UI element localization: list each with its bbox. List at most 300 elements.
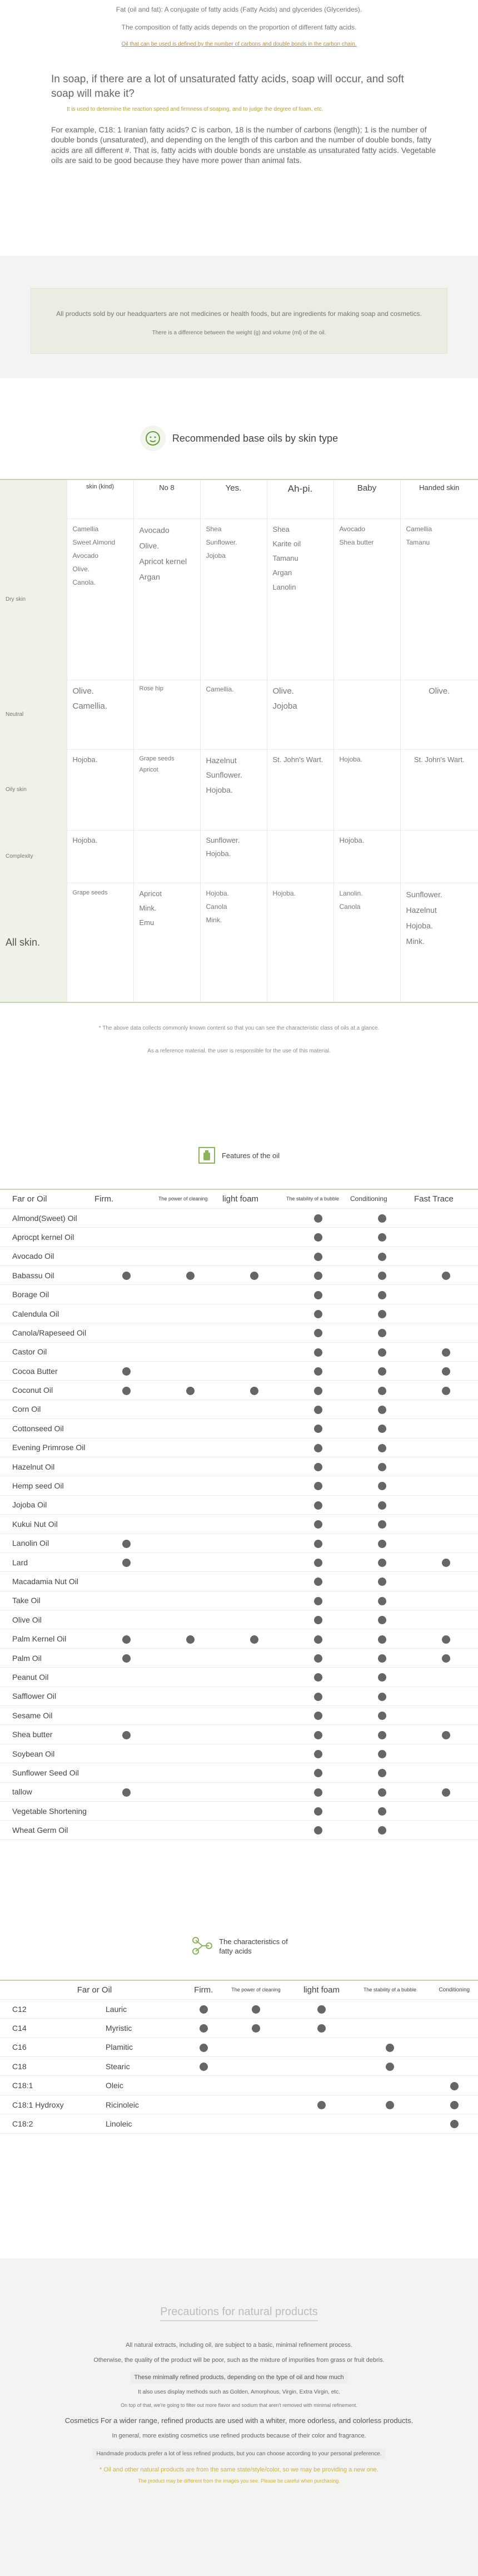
intro-section [0, 0, 478, 167]
fatty-mark-cell [431, 2076, 478, 2095]
oil-mark-cell [94, 1419, 158, 1438]
oil-mark-cell [158, 1591, 222, 1610]
intro-line-3: Oil that can be used is defined by the number of carbons and double bonds in the carbon chain. [121, 41, 357, 47]
oil-mark-cell [350, 1668, 414, 1687]
skin-cell: Camellia. [200, 680, 267, 749]
dot-icon [450, 2120, 459, 2128]
oil-mark-cell [414, 1247, 478, 1265]
dot-icon [250, 1635, 258, 1644]
oil-mark-cell [94, 1648, 158, 1667]
fatty-mark-cell [189, 2095, 218, 2114]
oil-name: Soybean Oil [0, 1744, 94, 1763]
dot-icon [122, 1654, 131, 1663]
dot-icon [378, 1348, 386, 1357]
fatty-row [0, 2095, 478, 2114]
oil-row [0, 1515, 478, 1534]
dot-icon [378, 1520, 386, 1529]
oil-row [0, 1725, 478, 1744]
oil-mark-cell [414, 1629, 478, 1648]
oil-table-header [0, 1189, 478, 1208]
oil-mark-cell [158, 1687, 222, 1705]
oil-mark-cell [414, 1610, 478, 1629]
oil-mark-cell [158, 1572, 222, 1591]
dot-icon [122, 1559, 131, 1567]
fatty-section [0, 1930, 478, 2142]
dot-icon [450, 2082, 459, 2090]
skin-row-label: Complexity [0, 830, 67, 883]
oil-name: Lanolin Oil [0, 1534, 94, 1552]
oil-mark-cell [286, 1648, 350, 1667]
oil-mark-cell [94, 1247, 158, 1265]
oil-mark-cell [94, 1304, 158, 1323]
oil-name: Lard [0, 1552, 94, 1571]
fatty-mark-cell [294, 2057, 350, 2076]
fatty-mark-cell [431, 2019, 478, 2038]
dot-icon [378, 1616, 386, 1624]
oil-mark-cell [286, 1228, 350, 1247]
intro-example: For example, C18: 1 Iranian fatty acids? C is carbon, 18 is the number of carbons (length); 1 is the number of double bonds (unsaturated), and depending on the length of this carbon and the number of double bonds, fatty acids are all different #. That is, fatty acids with double bonds are unstable as unsaturated fatty acids. Vegetable oils are said to be good because they have more power than animal fats. [51, 125, 436, 165]
fatty-name: Lauric [106, 1999, 189, 2018]
skin-cell: St. John's Wart. [267, 749, 333, 830]
oil-row [0, 1285, 478, 1304]
oil-mark-cell [222, 1342, 286, 1361]
dot-icon [317, 2024, 326, 2033]
dot-icon [314, 1693, 322, 1701]
oil-mark-cell [94, 1381, 158, 1400]
oil-mark-cell [350, 1802, 414, 1821]
closing-line: Handmade products prefer a lot of less refined products, but you can choose according to your personal preference. [93, 2449, 385, 2459]
oil-row [0, 1266, 478, 1285]
dot-icon [122, 1635, 131, 1644]
oil-mark-cell [94, 1821, 158, 1840]
oil-mark-cell [350, 1457, 414, 1476]
oil-mark-cell [222, 1572, 286, 1591]
closing-line: The product may be different from the images you see. Please be careful when purchasing. [138, 2478, 340, 2484]
oil-mark-cell [286, 1266, 350, 1285]
oil-row [0, 1591, 478, 1610]
dot-icon [314, 1654, 322, 1663]
skin-row-label: All skin. [0, 883, 67, 1002]
oil-mark-cell [350, 1362, 414, 1381]
fatty-row [0, 2076, 478, 2095]
dot-icon [314, 1214, 322, 1223]
fatty-mark-cell [189, 2076, 218, 2095]
oil-mark-cell [350, 1438, 414, 1457]
fatty-mark-cell [294, 1999, 350, 2018]
oil-mark-cell [350, 1304, 414, 1323]
fatty-name: Stearic [106, 2057, 189, 2076]
dot-icon [314, 1788, 322, 1797]
oil-mark-cell [94, 1362, 158, 1381]
dot-icon [378, 1444, 386, 1452]
intro-question-sub: It is used to determine the reaction speed and firmness of soaping, and to judge the degree of foam, etc. [67, 106, 323, 113]
oil-mark-cell [158, 1744, 222, 1763]
oil-mark-cell [158, 1706, 222, 1725]
oil-name: Peanut Oil [0, 1668, 94, 1687]
oil-mark-cell [94, 1208, 158, 1227]
oil-mark-cell [414, 1362, 478, 1381]
oil-mark-cell [350, 1725, 414, 1744]
skin-cell: Hojoba. [67, 749, 133, 830]
oil-row [0, 1629, 478, 1648]
dot-icon [378, 1463, 386, 1471]
skin-cell: Avocado Olive. Apricot kernel Argan [133, 518, 200, 680]
oil-mark-cell [286, 1552, 350, 1571]
oil-mark-cell [286, 1706, 350, 1725]
oil-mark-cell [414, 1648, 478, 1667]
fatty-mark-cell [189, 2038, 218, 2056]
oil-mark-cell [286, 1247, 350, 1265]
dot-icon [314, 1272, 322, 1280]
oil-mark-cell [222, 1763, 286, 1782]
oil-mark-cell [158, 1552, 222, 1571]
dot-icon [378, 1826, 386, 1835]
oil-mark-cell [286, 1782, 350, 1801]
skin-col-header: Yes. [200, 479, 267, 518]
oil-mark-cell [158, 1400, 222, 1418]
oil-mark-cell [158, 1725, 222, 1744]
oil-row [0, 1476, 478, 1495]
oil-mark-cell [414, 1591, 478, 1610]
oil-col-header: light foam [222, 1189, 286, 1208]
oil-mark-cell [222, 1552, 286, 1571]
oil-mark-cell [94, 1400, 158, 1418]
dot-icon [314, 1253, 322, 1261]
dot-icon [314, 1540, 322, 1548]
closing-line: On top of that, we're going to filter out more flavor and sodium that aren't removed with minimal refinement. [121, 2402, 357, 2408]
dot-icon [314, 1387, 322, 1395]
intro-line-1: Fat (oil and fat): A conjugate of fatty acids (Fatty Acids) and glycerides (Glycerides). [116, 6, 362, 13]
oil-row [0, 1304, 478, 1323]
oil-name: Shea butter [0, 1725, 94, 1744]
fatty-mark-cell [218, 2038, 293, 2056]
dot-icon [378, 1712, 386, 1720]
dot-icon [314, 1597, 322, 1605]
face-icon [140, 426, 166, 451]
skin-cell: Apricot Mink. Emu [133, 883, 200, 1002]
skin-section-title: Recommended base oils by skin type [172, 432, 338, 444]
skin-row [0, 883, 478, 1002]
oil-name: Macadamia Nut Oil [0, 1572, 94, 1591]
oil-mark-cell [350, 1821, 414, 1840]
oil-mark-cell [222, 1668, 286, 1687]
oil-mark-cell [158, 1821, 222, 1840]
oil-row [0, 1572, 478, 1591]
oil-mark-cell [222, 1515, 286, 1534]
skin-cell: Camellia Sweet Almond Avocado Olive. Canola. [67, 518, 133, 680]
oil-col-header: Fast Trace [414, 1189, 478, 1208]
oil-mark-cell [222, 1648, 286, 1667]
fatty-mark-cell [349, 2076, 430, 2095]
oil-mark-cell [158, 1457, 222, 1476]
oil-mark-cell [350, 1247, 414, 1265]
oil-mark-cell [350, 1687, 414, 1705]
oil-mark-cell [222, 1457, 286, 1476]
closing-line: Cosmetics For a wider range, refined products are used with a whiter, more odorless, and colorless products. [64, 2416, 414, 2425]
dot-icon [314, 1807, 322, 1816]
oil-row [0, 1763, 478, 1782]
oil-mark-cell [94, 1323, 158, 1342]
oil-mark-cell [222, 1687, 286, 1705]
dot-icon [442, 1635, 450, 1644]
dot-icon [314, 1712, 322, 1720]
dot-icon [378, 1482, 386, 1490]
skin-table-header [0, 479, 478, 518]
oil-mark-cell [94, 1706, 158, 1725]
oil-mark-cell [286, 1744, 350, 1763]
oil-mark-cell [286, 1495, 350, 1514]
fatty-row [0, 2019, 478, 2038]
dot-icon [378, 1578, 386, 1586]
oil-mark-cell [158, 1228, 222, 1247]
fatty-table-body [0, 1999, 478, 2133]
oil-row [0, 1802, 478, 1821]
oil-mark-cell [286, 1285, 350, 1304]
oil-mark-cell [286, 1591, 350, 1610]
dot-icon [378, 1750, 386, 1758]
oil-mark-cell [94, 1802, 158, 1821]
oil-mark-cell [94, 1782, 158, 1801]
dot-icon [442, 1387, 450, 1395]
fatty-col-header: Conditioning [431, 1980, 478, 1999]
dot-icon [378, 1673, 386, 1682]
oil-mark-cell [350, 1782, 414, 1801]
oil-mark-cell [158, 1476, 222, 1495]
dot-icon [314, 1406, 322, 1414]
dot-icon [450, 2101, 459, 2109]
oil-mark-cell [350, 1552, 414, 1571]
fatty-col-header: Firm. [189, 1980, 218, 1999]
fatty-code: C18:1 Hydroxy [0, 2095, 106, 2114]
dot-icon [378, 1214, 386, 1223]
oil-mark-cell [286, 1763, 350, 1782]
oil-mark-cell [350, 1515, 414, 1534]
fatty-mark-cell [218, 2076, 293, 2095]
oil-mark-cell [222, 1629, 286, 1648]
oil-mark-cell [350, 1228, 414, 1247]
oil-row [0, 1381, 478, 1400]
dot-icon [200, 2063, 208, 2071]
fatty-col-header: The power of cleaning [218, 1980, 293, 1999]
oil-name: Castor Oil [0, 1342, 94, 1361]
oil-mark-cell [222, 1495, 286, 1514]
fatty-row [0, 2114, 478, 2133]
dot-icon [442, 1788, 450, 1797]
oil-mark-cell [286, 1725, 350, 1744]
fatty-mark-cell [218, 2114, 293, 2133]
oil-mark-cell [158, 1247, 222, 1265]
oil-mark-cell [414, 1744, 478, 1763]
oil-mark-cell [94, 1515, 158, 1534]
oil-mark-cell [94, 1668, 158, 1687]
dot-icon [122, 1387, 131, 1395]
oil-mark-cell [222, 1725, 286, 1744]
oil-mark-cell [222, 1744, 286, 1763]
skin-col-header: skin (kind) [67, 479, 133, 518]
dot-icon [378, 1233, 386, 1242]
oil-mark-cell [158, 1438, 222, 1457]
skin-cell: Hojoba. [67, 830, 133, 883]
dot-icon [378, 1272, 386, 1280]
dot-icon [378, 1559, 386, 1567]
oil-mark-cell [414, 1668, 478, 1687]
skin-cell: Shea Sunflower. Jojoba [200, 518, 267, 680]
oil-mark-cell [350, 1572, 414, 1591]
oil-mark-cell [94, 1744, 158, 1763]
dot-icon [314, 1559, 322, 1567]
oil-mark-cell [414, 1534, 478, 1552]
fatty-code: C18 [0, 2057, 106, 2076]
molecule-icon [190, 1936, 212, 1957]
oil-mark-cell [414, 1285, 478, 1304]
oil-row [0, 1323, 478, 1342]
oil-mark-cell [414, 1476, 478, 1495]
dot-icon [250, 1272, 258, 1280]
oil-mark-cell [158, 1342, 222, 1361]
skin-cell: Olive. Jojoba [267, 680, 333, 749]
dot-icon [252, 2024, 260, 2033]
dot-icon [314, 1501, 322, 1510]
oil-name: Safflower Oil [0, 1687, 94, 1705]
oil-mark-cell [222, 1610, 286, 1629]
skin-cell: Hojoba. [333, 830, 400, 883]
skin-row [0, 680, 478, 749]
oil-row [0, 1419, 478, 1438]
oil-mark-cell [222, 1381, 286, 1400]
closing-line: All natural extracts, including oil, are subject to a basic, minimal refinement process. [126, 2342, 352, 2348]
oil-row [0, 1610, 478, 1629]
oil-mark-cell [350, 1285, 414, 1304]
oil-mark-cell [94, 1572, 158, 1591]
fatty-code: C18:2 [0, 2114, 106, 2133]
fatty-col-header: Far or Oil [0, 1980, 189, 1999]
oil-name: tallow [0, 1782, 94, 1801]
oil-mark-cell [94, 1266, 158, 1285]
dot-icon [122, 1540, 131, 1548]
oil-row [0, 1552, 478, 1571]
oil-mark-cell [158, 1381, 222, 1400]
oil-section-title: Features of the oil [221, 1151, 280, 1160]
notice-section [0, 256, 478, 378]
oil-mark-cell [414, 1687, 478, 1705]
skin-cell: Lanolin. Canola [333, 883, 400, 1002]
oil-mark-cell [286, 1342, 350, 1361]
skin-cell: Avocado Shea butter [333, 518, 400, 680]
oil-mark-cell [286, 1629, 350, 1648]
dot-icon [378, 1291, 386, 1299]
oil-mark-cell [414, 1495, 478, 1514]
dot-icon [442, 1272, 450, 1280]
oil-name: Cocoa Butter [0, 1362, 94, 1381]
oil-mark-cell [350, 1744, 414, 1763]
dot-icon [378, 1501, 386, 1510]
skin-cell: Hazelnut Sunflower. Hojoba. [200, 749, 267, 830]
fatty-mark-cell [189, 2114, 218, 2133]
skin-footnote-2: As a reference material, the user is responsible for the use of this material. [147, 1048, 331, 1054]
oil-mark-cell [286, 1362, 350, 1381]
dot-icon [442, 1731, 450, 1739]
skin-cell [333, 680, 400, 749]
dot-icon [378, 1597, 386, 1605]
oil-mark-cell [414, 1706, 478, 1725]
oil-mark-cell [286, 1610, 350, 1629]
fatty-mark-cell [294, 2038, 350, 2056]
skin-cell: Hojoba. [267, 883, 333, 1002]
dot-icon [314, 1367, 322, 1376]
fatty-mark-cell [294, 2076, 350, 2095]
fatty-mark-cell [189, 2019, 218, 2038]
oil-name: Cottonseed Oil [0, 1419, 94, 1438]
fatty-row [0, 2038, 478, 2056]
fatty-mark-cell [431, 2057, 478, 2076]
skin-cell: Rose hip [133, 680, 200, 749]
oil-mark-cell [286, 1534, 350, 1552]
oil-section-heading [0, 1147, 478, 1164]
oil-mark-cell [158, 1610, 222, 1629]
oil-mark-cell [222, 1782, 286, 1801]
oil-mark-cell [158, 1304, 222, 1323]
dot-icon [378, 1406, 386, 1414]
oil-mark-cell [350, 1534, 414, 1552]
dot-icon [317, 2101, 326, 2109]
oil-mark-cell [414, 1802, 478, 1821]
fatty-col-header: The stability of a bubble [349, 1980, 430, 1999]
fatty-code: C16 [0, 2038, 106, 2056]
closing-line: It also uses display methods such as Golden, Amorphous, Virgin, Extra Virgin, etc. [138, 2389, 340, 2395]
oil-row [0, 1400, 478, 1418]
oil-name: Coconut Oil [0, 1381, 94, 1400]
oil-mark-cell [286, 1572, 350, 1591]
oil-mark-cell [158, 1534, 222, 1552]
dot-icon [314, 1444, 322, 1452]
fatty-row [0, 1999, 478, 2018]
oil-name: Sunflower Seed Oil [0, 1763, 94, 1782]
skin-cell: Camellia Tamanu [400, 518, 478, 680]
closing-line: * Oil and other natural products are from the same state/style/color, so we may be providing a new one. [99, 2466, 379, 2473]
oil-row [0, 1821, 478, 1840]
oil-name: Evening Primrose Oil [0, 1438, 94, 1457]
dot-icon [378, 1788, 386, 1797]
dot-icon [378, 1253, 386, 1261]
oil-col-header: Firm. [94, 1189, 158, 1208]
oil-mark-cell [414, 1572, 478, 1591]
oil-mark-cell [222, 1285, 286, 1304]
dot-icon [378, 1731, 386, 1739]
oil-mark-cell [350, 1648, 414, 1667]
dot-icon [378, 1654, 386, 1663]
dot-icon [200, 2005, 208, 2014]
oil-name: Babassu Oil [0, 1266, 94, 1285]
oil-mark-cell [414, 1763, 478, 1782]
oil-name: Borage Oil [0, 1285, 94, 1304]
skin-section-heading [0, 426, 478, 451]
oil-mark-cell [158, 1266, 222, 1285]
skin-header-corner [0, 479, 67, 518]
oil-row [0, 1648, 478, 1667]
oil-mark-cell [94, 1438, 158, 1457]
oil-mark-cell [414, 1782, 478, 1801]
fatty-table [0, 1980, 478, 2134]
fatty-mark-cell [349, 2038, 430, 2056]
oil-row [0, 1208, 478, 1227]
oil-mark-cell [350, 1610, 414, 1629]
skin-cell: Hojoba. Canola Mink. [200, 883, 267, 1002]
oil-mark-cell [414, 1342, 478, 1361]
skin-col-header: Ah-pi. [267, 479, 333, 518]
skin-row-label: Neutral [0, 680, 67, 749]
dot-icon [314, 1291, 322, 1299]
fatty-title-line-1: The characteristics of [219, 1937, 288, 1946]
